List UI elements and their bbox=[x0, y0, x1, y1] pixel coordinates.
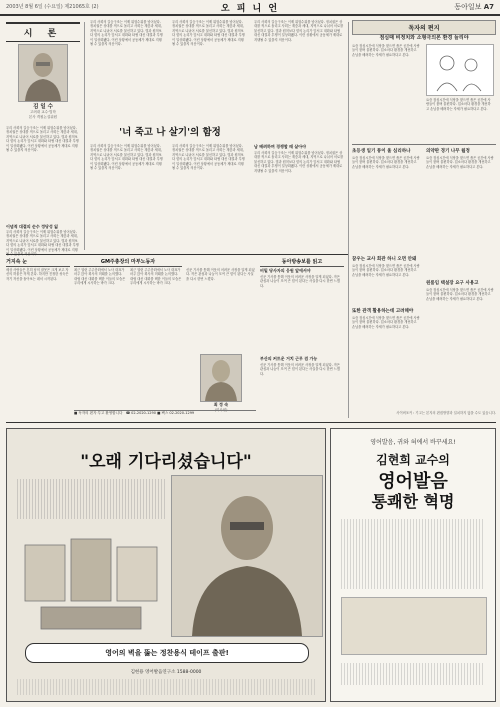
ad-right-kicker: 영어발음, 귀와 혀에서 바꾸세요! bbox=[370, 439, 456, 446]
ad-left-photo bbox=[171, 475, 323, 637]
reader-letters bbox=[352, 20, 496, 420]
letters-label: 독자의 편지 bbox=[352, 20, 496, 35]
divider bbox=[352, 144, 496, 145]
letters-item6: 원룸임 택설장 요구 사용고 bbox=[426, 281, 479, 286]
letters-item4: 꿈우는 교사 회관 하니 오면 안돼 bbox=[352, 257, 417, 262]
gm-label: GM주총장의 마부노동자 bbox=[74, 258, 182, 267]
east-body-col1: 신문 기사를 통해 이웃의 어려운 사정을 알게 되었다. 작은 관심과 나눔이 모여 큰 힘이 된다는 사실을 다시 한번 느꼈다. bbox=[186, 268, 255, 281]
paper-name: 동아일보 bbox=[454, 3, 482, 11]
letters-item5: 또한 관객 활용하는데 고려해야 bbox=[352, 309, 414, 314]
ad-left-books bbox=[21, 525, 161, 635]
ad-right-title3: 통쾌한 혁명 bbox=[371, 492, 455, 511]
ad-right-book-image bbox=[341, 597, 487, 655]
ad-right-fineprint bbox=[341, 519, 485, 689]
column-gm bbox=[74, 258, 182, 420]
ad-right-fineprint-top bbox=[341, 519, 485, 589]
gm-body-col1: 최근 열린 주주총회에서 노사 대표가 마주 앉아 회사의 미래를 논의했다. 대립 대신 대화를 택한 이들의 모습은 우리에게 시사하는 바가 크다. bbox=[74, 268, 127, 286]
east-label: 동아방송보를 읽고 bbox=[260, 258, 344, 267]
sinon-body-col5: 우리 사회의 갈등구조는 이제 위험수위를 넘어섰다. 정치권은 상대를 적으로 돌리고 사회는 계층과 세대, 지역으로 나뉘어 서로를 불신하고 있다. 법과 원칙보다 힘의 논리가 앞서고 대화와 타협 대신 대결과 투쟁이 일상화됐다. 이런 상황에서 공동체가 제대로 지탱될 수 있을지 의문이다. bbox=[172, 144, 245, 171]
page-label: A7 bbox=[483, 3, 494, 11]
ad-left-contact bbox=[17, 679, 315, 695]
sick-label: 거지속 눈 bbox=[6, 258, 70, 267]
sinon-subhead1: 이념적 대결의 순수 정당성 잃 bbox=[6, 224, 58, 229]
sick-body: 세상 사람들은 흔히 남의 잘못은 크게 보고 자신의 허물은 작게 본다. 하지만 진정한 성숙은 자기 자신을 돌아보는 데서 시작된다. bbox=[6, 268, 70, 281]
ad-left-headline: "오래 기다리셨습니다" bbox=[80, 452, 252, 472]
sinon-body-col3: 우리 사회의 갈등구조는 이제 위험수위를 넘어섰다. 정치권은 상대를 적으로 돌리고 사회는 계층과 세대, 지역으로 나뉘어 서로를 불신하고 있다. 법과 원칙보다 힘의 논리가 앞서고 대화와 타협 대신 대결과 투쟁이 일상화됐다. 이런 상황에서 공동체가 제대로 지탱될 수 있을지 의문이다. bbox=[172, 20, 245, 47]
sinon-body-col7: 우리 사회의 갈등구조는 이제 위험수위를 넘어섰다. 정치권은 상대를 적으로 돌리고 사회는 계층과 세대, 지역으로 나뉘어 서로를 불신하고 있다. 법과 원칙보다 힘의 논리가 앞서고 대화와 타협 대신 대결과 투쟁이 일상화됐다. 이런 상황에서 공동체가 제대로 지탱될 수 있을지 의문이다. bbox=[254, 151, 345, 173]
letters-headline: 점심때 비정치와 소형극의론 환경 늘리야 bbox=[379, 35, 469, 41]
contact-line1: ■ 독자의 편지·투고 환영합니다 bbox=[74, 411, 123, 415]
page-header bbox=[0, 0, 500, 16]
author-title2: 본사 객원논설위원 bbox=[28, 115, 58, 119]
letters-illustration bbox=[426, 44, 494, 96]
sinon-body-col6: 우리 사회의 갈등구조는 이제 위험수위를 넘어섰다. 정치권은 상대를 적으로 돌리고 사회는 계층과 세대, 지역으로 나뉘어 서로를 불신하고 있다. 법과 원칙보다 힘의 논리가 앞서고 대화와 타협 대신 대결과 투쟁이 일상화됐다. 이런 상황에서 공동체가 제대로 지탱될 수 있을지 의문이다. bbox=[254, 20, 345, 42]
sinon-subhead2: 남 배려하며 경쟁할 때 살아야 bbox=[254, 144, 306, 149]
column-east bbox=[260, 258, 344, 420]
sinon-body-col1b: 우리 사회의 갈등구조는 이제 위험수위를 넘어섰다. 정치권은 상대를 적으로 돌리고 사회는 계층과 세대, 지역으로 나뉘어 서로를 불신하고 있다. 법과 원칙보다 힘의 논리가 앞서고 대화와 타협 대신 대결과 투쟁이 일상화됐다. 이런 상황에서 공동체가 제대로 지탱 bbox=[6, 230, 79, 252]
divider bbox=[348, 22, 349, 418]
column-sick bbox=[6, 258, 70, 420]
ad-right bbox=[330, 428, 496, 702]
sinon-headline: '너 죽고 나 살기'의 함정 bbox=[119, 127, 221, 138]
sinon-sidebar bbox=[6, 22, 80, 252]
east-author-title: (회사원) bbox=[214, 408, 228, 412]
ad-left-fineprint bbox=[17, 479, 167, 519]
sinon-body-col2: 우리 사회의 갈등구조는 이제 위험수위를 넘어섰다. 정치권은 상대를 적으로 돌리고 사회는 계층과 세대, 지역으로 나뉘어 서로를 불신하고 있다. 법과 원칙보다 힘의 논리가 앞서고 대화와 타협 대신 대결과 투쟁이 일상화됐다. 이런 상황에서 공동체가 제대로 지탱될 수 있을지 의문이다. bbox=[90, 20, 163, 47]
east-author-name: 최 정 숙 bbox=[213, 402, 229, 407]
footer-note: 사이버포커 : 기고는 본지의 편집방향과 일치하지 않을 수도 있습니다. bbox=[396, 411, 496, 415]
divider bbox=[6, 254, 348, 255]
east-sub2: 부산의 커트운 거치 근무 겸 가능 bbox=[260, 356, 318, 361]
east-author-photo bbox=[200, 354, 242, 402]
divider bbox=[6, 422, 496, 423]
sinon-body-col4: 우리 사회의 갈등구조는 이제 위험수위를 넘어섰다. 정치권은 상대를 적으로 돌리고 사회는 계층과 세대, 지역으로 나뉘어 서로를 불신하고 있다. 법과 원칙보다 힘의 논리가 앞서고 대화와 타협 대신 대결과 투쟁이 일상화됐다. 이런 상황에서 공동체가 제대로 지탱될 수 있을지 의문이다. bbox=[90, 144, 163, 171]
author-photo bbox=[18, 44, 68, 102]
letters-item3: 의약판 경기 나무 월정 bbox=[426, 149, 470, 154]
east-body-col2: 신문 기사를 통해 이웃의 어려운 사정을 알게 되었다. 작은 관심과 나눔이 모여 큰 힘이 된다는 사실을 다시 한번 느꼈다. bbox=[260, 275, 341, 288]
sinon-continued bbox=[254, 20, 344, 250]
letters-item6-body: 요즘 점심시간에 식당을 찾으면 좁은 공간에 사람들이 붐벼 불편하다. 업소마다 환경을 개선하고 손님을 배려하는 자세가 필요하다고 본다. bbox=[426, 288, 494, 301]
east-sub1: 비밀 당사자의 응원 앞에서야 bbox=[260, 268, 311, 273]
letters-item4-body: 요즘 점심시간에 식당을 찾으면 좁은 공간에 사람들이 붐벼 불편하다. 업소마다 환경을 개선하고 손님을 배려하는 자세가 필요하다고 본다. bbox=[352, 264, 420, 277]
ad-right-title1: 김현희 교수의 bbox=[376, 453, 450, 467]
letters-body2: 요즘 점심시간에 식당을 찾으면 좁은 공간에 사람들이 붐벼 불편하다. 업소마다 환경을 개선하고 손님을 배려하는 자세가 필요하다고 본다. bbox=[426, 98, 491, 111]
column-east-photo bbox=[186, 258, 256, 420]
contact-strip bbox=[74, 410, 256, 421]
contact-line2: ☎ 02-2020-1290 ■ 팩스 02-2020-1299 bbox=[125, 411, 195, 415]
sinon-body-col1: 우리 사회의 갈등구조는 이제 위험수위를 넘어섰다. 정치권은 상대를 적으로 돌리고 사회는 계층과 세대, 지역으로 나뉘어 서로를 불신하고 있다. 법과 원칙보다 힘의 논리가 앞서고 대화와 타협 대신 대결과 투쟁이 일상화됐다. 이런 상황에서 공동체가 제대로 지탱될 수 있을지 의문이다. bbox=[6, 126, 79, 153]
ad-left-footer: 김현용 영어발음연구소 1588-0000 bbox=[130, 670, 202, 675]
letters-body: 요즘 점심시간에 식당을 찾으면 좁은 공간에 사람들이 붐벼 불편하다. 업소마다 환경을 개선하고 손님을 배려하는 자세가 필요하다고 본다. bbox=[352, 44, 420, 57]
sinon-main bbox=[90, 20, 250, 250]
issue-date: 2003년 8월 6일 (수요일) 제21065호 (2) bbox=[6, 4, 99, 10]
letters-item5-body: 요즘 점심시간에 식당을 찾으면 좁은 공간에 사람들이 붐벼 불편하다. 업소마다 환경을 개선하고 손님을 배려하는 자세가 필요하다고 본다. bbox=[352, 316, 420, 329]
page-number bbox=[454, 2, 494, 12]
author-name: 김 일 수 bbox=[33, 104, 53, 110]
ad-left-tagline: 영어의 벽을 뚫는 정찬용식 테이프 출판! bbox=[25, 643, 309, 663]
letters-item2-body: 요즘 점심시간에 식당을 찾으면 좁은 공간에 사람들이 붐벼 불편하다. 업소마다 환경을 개선하고 손님을 배려하는 자세가 필요하다고 본다. bbox=[352, 156, 420, 169]
ad-right-title2: 영어발음 bbox=[378, 471, 448, 492]
author-title: 고려대 교수·법학 bbox=[30, 110, 56, 114]
east-body-col3: 신문 기사를 통해 이웃의 어려운 사정을 알게 되었다. 작은 관심과 나눔이 모여 큰 힘이 된다는 사실을 다시 한번 느꼈다. bbox=[260, 363, 341, 376]
sinon-label: 시 론 bbox=[6, 22, 80, 42]
ad-right-fineprint-bottom bbox=[341, 663, 485, 685]
divider bbox=[84, 22, 85, 250]
letters-item3-body: 요즘 점심시간에 식당을 찾으면 좁은 공간에 사람들이 붐벼 불편하다. 업소마다 환경을 개선하고 손님을 배려하는 자세가 필요하다고 본다. bbox=[426, 156, 494, 169]
ad-left bbox=[6, 428, 326, 702]
letters-item2: 초등생 일기 통이 울 심리하나 bbox=[352, 149, 411, 154]
gm-body-col2: 최근 열린 주주총회에서 노사 대표가 마주 앉아 회사의 미래를 논의했다. 대립 대신 대화를 택한 이들의 모습은 우리에게 시사하는 바가 크다. bbox=[130, 268, 183, 286]
section-title: 오 피 니 언 bbox=[220, 4, 280, 14]
